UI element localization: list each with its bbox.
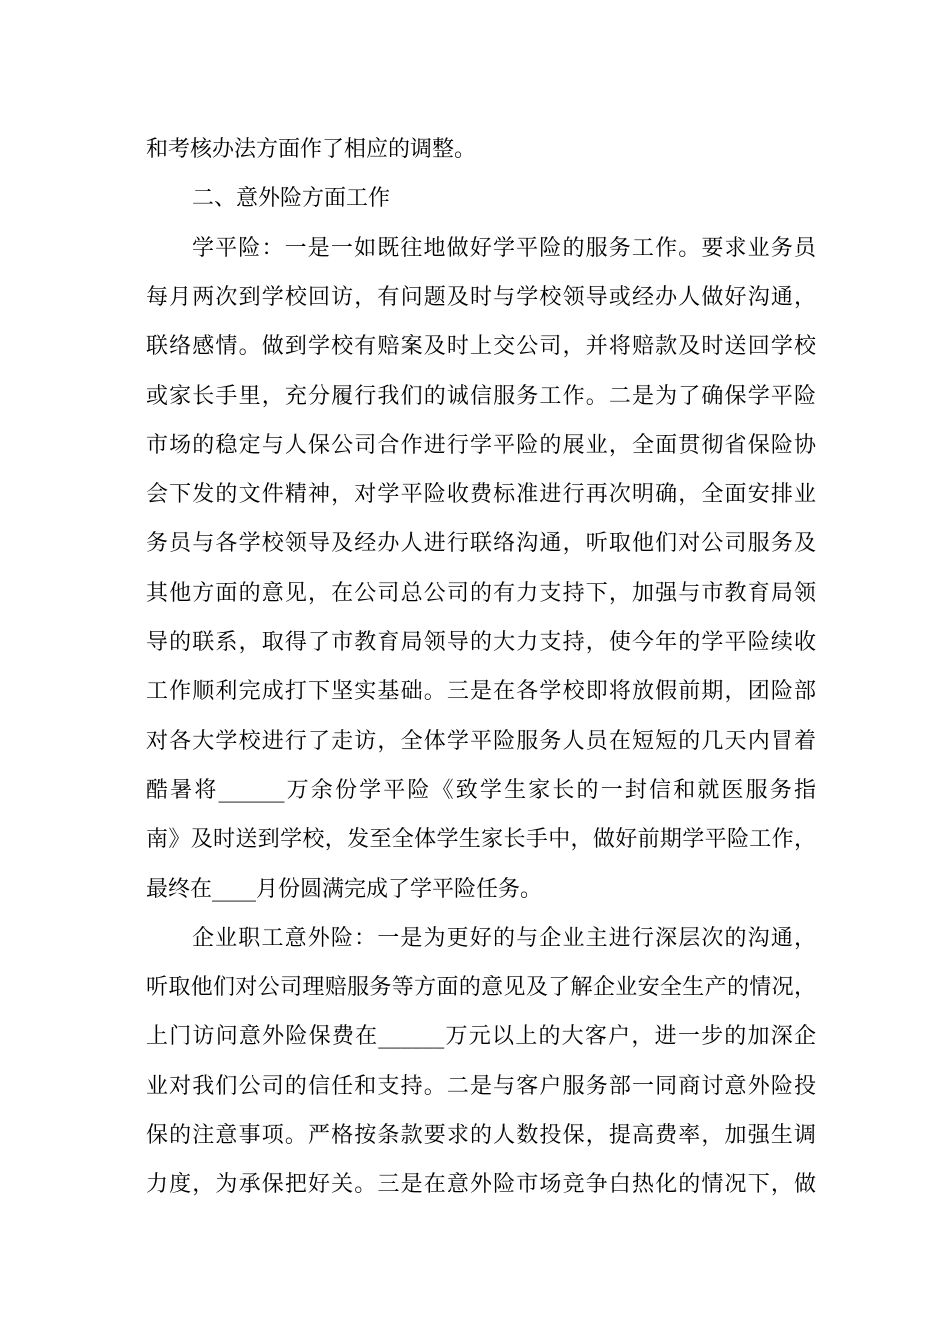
text-line: 导的联系，取得了市教育局领导的大力支持，使今年的学平险续收 bbox=[146, 630, 816, 655]
text-line: 酷暑将______万余份学平险《致学生家长的一封信和就医服务指 bbox=[146, 778, 816, 803]
text-line: 听取他们对公司理赔服务等方面的意见及了解企业安全生产的情况， bbox=[146, 975, 816, 1000]
text-line: 联络感情。做到学校有赔案及时上交公司，并将赔款及时送回学校 bbox=[146, 334, 816, 359]
text-line: 会下发的文件精神，对学平险收费标准进行再次明确，全面安排业 bbox=[146, 482, 816, 507]
text-line: 务员与各学校领导及经办人进行联络沟通，听取他们对公司服务及 bbox=[146, 531, 816, 556]
text-line: 学平险：一是一如既往地做好学平险的服务工作。要求业务员 bbox=[192, 236, 816, 261]
text-line: 企业职工意外险：一是为更好的与企业主进行深层次的沟通， bbox=[192, 926, 816, 951]
text-line: 最终在____月份圆满完成了学平险任务。 bbox=[146, 877, 543, 902]
text-line: 工作顺利完成打下坚实基础。三是在各学校即将放假前期，团险部 bbox=[146, 679, 816, 704]
text-line: 其他方面的意见，在公司总公司的有力支持下，加强与市教育局领 bbox=[146, 581, 816, 606]
text-line: 南》及时送到学校，发至全体学生家长手中，做好前期学平险工作， bbox=[146, 827, 816, 852]
text-line: 市场的稳定与人保公司合作进行学平险的展业，全面贯彻省保险协 bbox=[146, 433, 816, 458]
text-line: 力度，为承保把好关。三是在意外险市场竞争白热化的情况下，做 bbox=[146, 1172, 816, 1197]
text-line: 上门访问意外险保费在______万元以上的大客户，进一步的加深企 bbox=[146, 1024, 816, 1049]
text-line: 或家长手里，充分履行我们的诚信服务工作。二是为了确保学平险 bbox=[146, 384, 816, 409]
text-line: 每月两次到学校回访，有问题及时与学校领导或经办人做好沟通， bbox=[146, 285, 816, 310]
text-line: 和考核办法方面作了相应的调整。 bbox=[146, 137, 477, 162]
text-line: 业对我们公司的信任和支持。二是与客户服务部一同商讨意外险投 bbox=[146, 1074, 816, 1099]
text-line: 保的注意事项。严格按条款要求的人数投保，提高费率，加强生调 bbox=[146, 1123, 816, 1148]
text-line: 对各大学校进行了走访，全体学平险服务人员在短短的几天内冒着 bbox=[146, 729, 816, 754]
text-line: 二、意外险方面工作 bbox=[192, 186, 391, 211]
